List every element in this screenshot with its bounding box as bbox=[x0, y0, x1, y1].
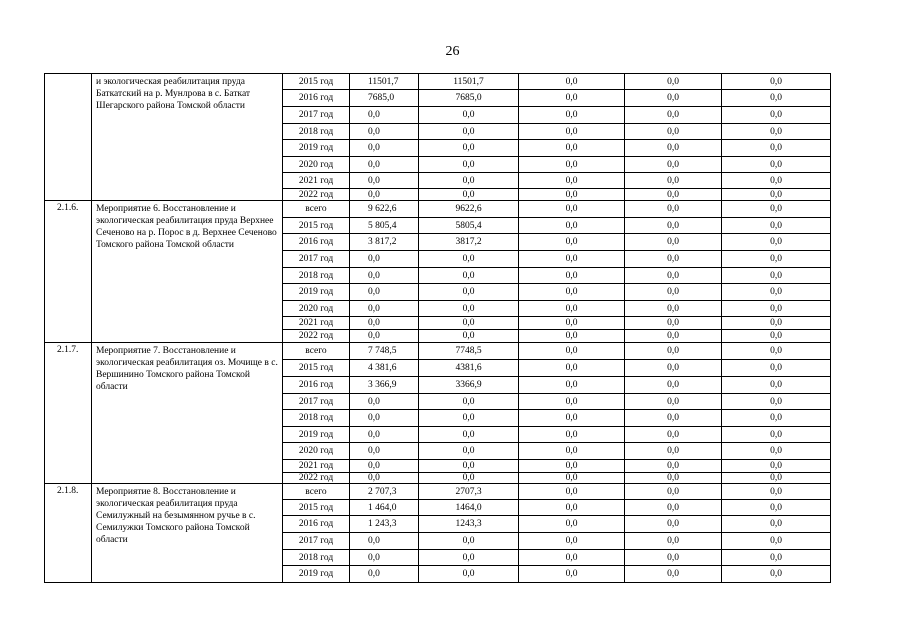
year-cell: 2018 год bbox=[283, 268, 350, 284]
other-cell: 0,0 bbox=[722, 107, 831, 124]
total-cell: 0,0 bbox=[350, 107, 419, 124]
local-cell: 0,0 bbox=[625, 484, 722, 500]
year-cell: 2022 год bbox=[283, 189, 350, 201]
other-cell: 0,0 bbox=[722, 500, 831, 516]
regional-cell: 0,0 bbox=[519, 473, 625, 484]
regional-cell: 0,0 bbox=[519, 516, 625, 533]
total-cell: 0,0 bbox=[350, 317, 419, 330]
federal-cell: 0,0 bbox=[419, 460, 519, 473]
total-cell: 11501,7 bbox=[350, 74, 419, 90]
item-description: и экологическая реабилитация пруда Баткатский на р. Мунлрова в с. Баткат Шегарского района Томской области bbox=[92, 74, 283, 201]
total-cell: 0,0 bbox=[350, 443, 419, 460]
local-cell: 0,0 bbox=[625, 410, 722, 427]
other-cell: 0,0 bbox=[722, 343, 831, 360]
year-cell: 2019 год bbox=[283, 284, 350, 301]
local-cell: 0,0 bbox=[625, 189, 722, 201]
total-cell: 0,0 bbox=[350, 473, 419, 484]
year-cell: 2022 год bbox=[283, 473, 350, 484]
other-cell: 0,0 bbox=[722, 516, 831, 533]
other-cell: 0,0 bbox=[722, 284, 831, 301]
local-cell: 0,0 bbox=[625, 377, 722, 394]
item-description: Мероприятие 6. Восстановление и экологическая реабилитация пруда Верхнее Сеченово на р. Порос в д. Верхнее Сеченово Томского района Томской области bbox=[92, 201, 283, 343]
year-cell: 2022 год bbox=[283, 330, 350, 343]
year-cell: 2019 год bbox=[283, 566, 350, 583]
year-cell: 2016 год bbox=[283, 516, 350, 533]
federal-cell: 0,0 bbox=[419, 284, 519, 301]
total-cell: 0,0 bbox=[350, 284, 419, 301]
table-row bbox=[45, 484, 831, 500]
year-cell: 2019 год bbox=[283, 140, 350, 157]
other-cell: 0,0 bbox=[722, 566, 831, 583]
local-cell: 0,0 bbox=[625, 533, 722, 550]
year-cell: 2021 год bbox=[283, 317, 350, 330]
regional-cell: 0,0 bbox=[519, 234, 625, 251]
other-cell: 0,0 bbox=[722, 74, 831, 90]
total-cell: 0,0 bbox=[350, 460, 419, 473]
other-cell: 0,0 bbox=[722, 234, 831, 251]
regional-cell: 0,0 bbox=[519, 343, 625, 360]
total-cell: 1 243,3 bbox=[350, 516, 419, 533]
budget-table bbox=[44, 73, 831, 583]
federal-cell: 0,0 bbox=[419, 107, 519, 124]
local-cell: 0,0 bbox=[625, 443, 722, 460]
regional-cell: 0,0 bbox=[519, 566, 625, 583]
local-cell: 0,0 bbox=[625, 427, 722, 443]
total-cell: 2 707,3 bbox=[350, 484, 419, 500]
federal-cell: 1243,3 bbox=[419, 516, 519, 533]
other-cell: 0,0 bbox=[722, 173, 831, 189]
other-cell: 0,0 bbox=[722, 124, 831, 140]
federal-cell: 0,0 bbox=[419, 427, 519, 443]
federal-cell: 2707,3 bbox=[419, 484, 519, 500]
year-cell: 2020 год bbox=[283, 443, 350, 460]
total-cell: 0,0 bbox=[350, 251, 419, 268]
local-cell: 0,0 bbox=[625, 516, 722, 533]
local-cell: 0,0 bbox=[625, 301, 722, 317]
other-cell: 0,0 bbox=[722, 301, 831, 317]
local-cell: 0,0 bbox=[625, 90, 722, 107]
regional-cell: 0,0 bbox=[519, 157, 625, 173]
regional-cell: 0,0 bbox=[519, 189, 625, 201]
other-cell: 0,0 bbox=[722, 189, 831, 201]
other-cell: 0,0 bbox=[722, 377, 831, 394]
total-cell: 0,0 bbox=[350, 124, 419, 140]
other-cell: 0,0 bbox=[722, 268, 831, 284]
item-number: 2.1.7. bbox=[45, 343, 92, 484]
local-cell: 0,0 bbox=[625, 74, 722, 90]
year-cell: всего bbox=[283, 343, 350, 360]
other-cell: 0,0 bbox=[722, 201, 831, 218]
regional-cell: 0,0 bbox=[519, 301, 625, 317]
total-cell: 9 622,6 bbox=[350, 201, 419, 218]
federal-cell: 0,0 bbox=[419, 251, 519, 268]
total-cell: 0,0 bbox=[350, 157, 419, 173]
total-cell: 0,0 bbox=[350, 533, 419, 550]
total-cell: 3 366,9 bbox=[350, 377, 419, 394]
federal-cell: 7685,0 bbox=[419, 90, 519, 107]
regional-cell: 0,0 bbox=[519, 90, 625, 107]
federal-cell: 0,0 bbox=[419, 330, 519, 343]
local-cell: 0,0 bbox=[625, 550, 722, 566]
federal-cell: 3817,2 bbox=[419, 234, 519, 251]
local-cell: 0,0 bbox=[625, 360, 722, 377]
regional-cell: 0,0 bbox=[519, 284, 625, 301]
federal-cell: 0,0 bbox=[419, 394, 519, 410]
total-cell: 0,0 bbox=[350, 330, 419, 343]
federal-cell: 0,0 bbox=[419, 550, 519, 566]
regional-cell: 0,0 bbox=[519, 107, 625, 124]
federal-cell: 0,0 bbox=[419, 566, 519, 583]
year-cell: 2017 год bbox=[283, 394, 350, 410]
total-cell: 0,0 bbox=[350, 427, 419, 443]
year-cell: 2015 год bbox=[283, 500, 350, 516]
other-cell: 0,0 bbox=[722, 550, 831, 566]
other-cell: 0,0 bbox=[722, 484, 831, 500]
federal-cell: 0,0 bbox=[419, 173, 519, 189]
total-cell: 0,0 bbox=[350, 189, 419, 201]
other-cell: 0,0 bbox=[722, 473, 831, 484]
regional-cell: 0,0 bbox=[519, 124, 625, 140]
item-description: Мероприятие 8. Восстановление и экологическая реабилитация пруда Семилужный на безымянном ручье в с. Семилужки Томского района Томской области bbox=[92, 484, 283, 583]
total-cell: 0,0 bbox=[350, 140, 419, 157]
year-cell: 2017 год bbox=[283, 107, 350, 124]
regional-cell: 0,0 bbox=[519, 201, 625, 218]
federal-cell: 0,0 bbox=[419, 189, 519, 201]
total-cell: 4 381,6 bbox=[350, 360, 419, 377]
local-cell: 0,0 bbox=[625, 330, 722, 343]
local-cell: 0,0 bbox=[625, 268, 722, 284]
table-row bbox=[45, 74, 831, 90]
year-cell: 2017 год bbox=[283, 251, 350, 268]
total-cell: 0,0 bbox=[350, 268, 419, 284]
regional-cell: 0,0 bbox=[519, 460, 625, 473]
regional-cell: 0,0 bbox=[519, 268, 625, 284]
year-cell: 2020 год bbox=[283, 157, 350, 173]
year-cell: всего bbox=[283, 484, 350, 500]
regional-cell: 0,0 bbox=[519, 140, 625, 157]
total-cell: 7 748,5 bbox=[350, 343, 419, 360]
regional-cell: 0,0 bbox=[519, 500, 625, 516]
year-cell: 2016 год bbox=[283, 234, 350, 251]
other-cell: 0,0 bbox=[722, 443, 831, 460]
year-cell: 2018 год bbox=[283, 124, 350, 140]
item-number: 2.1.6. bbox=[45, 201, 92, 343]
year-cell: 2016 год bbox=[283, 90, 350, 107]
year-cell: 2019 год bbox=[283, 427, 350, 443]
total-cell: 7685,0 bbox=[350, 90, 419, 107]
local-cell: 0,0 bbox=[625, 157, 722, 173]
regional-cell: 0,0 bbox=[519, 317, 625, 330]
total-cell: 0,0 bbox=[350, 550, 419, 566]
federal-cell: 0,0 bbox=[419, 443, 519, 460]
total-cell: 3 817,2 bbox=[350, 234, 419, 251]
local-cell: 0,0 bbox=[625, 234, 722, 251]
regional-cell: 0,0 bbox=[519, 533, 625, 550]
federal-cell: 1464,0 bbox=[419, 500, 519, 516]
item-number bbox=[45, 74, 92, 201]
regional-cell: 0,0 bbox=[519, 394, 625, 410]
item-description: Мероприятие 7. Восстановление и экологическая реабилитация оз. Мочище в с. Вершинино Томского района Томской области bbox=[92, 343, 283, 484]
other-cell: 0,0 bbox=[722, 330, 831, 343]
federal-cell: 3366,9 bbox=[419, 377, 519, 394]
federal-cell: 4381,6 bbox=[419, 360, 519, 377]
total-cell: 0,0 bbox=[350, 394, 419, 410]
local-cell: 0,0 bbox=[625, 201, 722, 218]
local-cell: 0,0 bbox=[625, 140, 722, 157]
other-cell: 0,0 bbox=[722, 410, 831, 427]
local-cell: 0,0 bbox=[625, 473, 722, 484]
year-cell: 2015 год bbox=[283, 218, 350, 234]
federal-cell: 5805,4 bbox=[419, 218, 519, 234]
year-cell: 2018 год bbox=[283, 550, 350, 566]
total-cell: 0,0 bbox=[350, 566, 419, 583]
year-cell: 2016 год bbox=[283, 377, 350, 394]
federal-cell: 11501,7 bbox=[419, 74, 519, 90]
federal-cell: 0,0 bbox=[419, 157, 519, 173]
local-cell: 0,0 bbox=[625, 317, 722, 330]
local-cell: 0,0 bbox=[625, 460, 722, 473]
regional-cell: 0,0 bbox=[519, 443, 625, 460]
regional-cell: 0,0 bbox=[519, 74, 625, 90]
federal-cell: 0,0 bbox=[419, 533, 519, 550]
other-cell: 0,0 bbox=[722, 360, 831, 377]
local-cell: 0,0 bbox=[625, 566, 722, 583]
other-cell: 0,0 bbox=[722, 90, 831, 107]
federal-cell: 0,0 bbox=[419, 140, 519, 157]
local-cell: 0,0 bbox=[625, 394, 722, 410]
total-cell: 1 464,0 bbox=[350, 500, 419, 516]
other-cell: 0,0 bbox=[722, 157, 831, 173]
federal-cell: 0,0 bbox=[419, 410, 519, 427]
regional-cell: 0,0 bbox=[519, 173, 625, 189]
other-cell: 0,0 bbox=[722, 251, 831, 268]
item-number: 2.1.8. bbox=[45, 484, 92, 583]
other-cell: 0,0 bbox=[722, 394, 831, 410]
federal-cell: 7748,5 bbox=[419, 343, 519, 360]
other-cell: 0,0 bbox=[722, 218, 831, 234]
other-cell: 0,0 bbox=[722, 427, 831, 443]
regional-cell: 0,0 bbox=[519, 410, 625, 427]
table-row bbox=[45, 201, 831, 218]
local-cell: 0,0 bbox=[625, 107, 722, 124]
regional-cell: 0,0 bbox=[519, 251, 625, 268]
local-cell: 0,0 bbox=[625, 343, 722, 360]
federal-cell: 9622,6 bbox=[419, 201, 519, 218]
federal-cell: 0,0 bbox=[419, 317, 519, 330]
table-row bbox=[45, 343, 831, 360]
regional-cell: 0,0 bbox=[519, 360, 625, 377]
federal-cell: 0,0 bbox=[419, 268, 519, 284]
local-cell: 0,0 bbox=[625, 284, 722, 301]
local-cell: 0,0 bbox=[625, 173, 722, 189]
federal-cell: 0,0 bbox=[419, 301, 519, 317]
year-cell: 2021 год bbox=[283, 173, 350, 189]
other-cell: 0,0 bbox=[722, 533, 831, 550]
year-cell: 2021 год bbox=[283, 460, 350, 473]
local-cell: 0,0 bbox=[625, 124, 722, 140]
year-cell: всего bbox=[283, 201, 350, 218]
regional-cell: 0,0 bbox=[519, 330, 625, 343]
page-number: 26 bbox=[445, 44, 460, 59]
other-cell: 0,0 bbox=[722, 460, 831, 473]
federal-cell: 0,0 bbox=[419, 124, 519, 140]
local-cell: 0,0 bbox=[625, 500, 722, 516]
regional-cell: 0,0 bbox=[519, 427, 625, 443]
total-cell: 5 805,4 bbox=[350, 218, 419, 234]
year-cell: 2018 год bbox=[283, 410, 350, 427]
local-cell: 0,0 bbox=[625, 218, 722, 234]
regional-cell: 0,0 bbox=[519, 377, 625, 394]
local-cell: 0,0 bbox=[625, 251, 722, 268]
total-cell: 0,0 bbox=[350, 173, 419, 189]
federal-cell: 0,0 bbox=[419, 473, 519, 484]
regional-cell: 0,0 bbox=[519, 550, 625, 566]
year-cell: 2017 год bbox=[283, 533, 350, 550]
total-cell: 0,0 bbox=[350, 301, 419, 317]
regional-cell: 0,0 bbox=[519, 218, 625, 234]
year-cell: 2020 год bbox=[283, 301, 350, 317]
other-cell: 0,0 bbox=[722, 317, 831, 330]
year-cell: 2015 год bbox=[283, 360, 350, 377]
year-cell: 2015 год bbox=[283, 74, 350, 90]
other-cell: 0,0 bbox=[722, 140, 831, 157]
regional-cell: 0,0 bbox=[519, 484, 625, 500]
total-cell: 0,0 bbox=[350, 410, 419, 427]
